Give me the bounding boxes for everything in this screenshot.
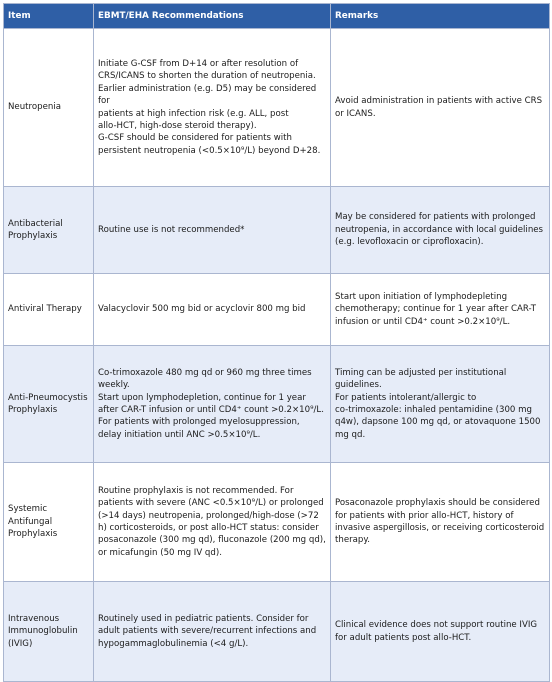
- row-antibacterial-prophylaxis: [4, 187, 550, 274]
- rec-line: or micafungin (50 mg IV qd).: [98, 547, 222, 558]
- remark-line: Avoid administration in patients with active CRS: [335, 96, 543, 107]
- remark-cell: [331, 274, 550, 346]
- rec-line: Routine use is not recommended*: [98, 224, 245, 235]
- recommendations-table-container: [3, 3, 549, 682]
- row-ivig: [4, 582, 550, 682]
- rec-line: Initiate G-CSF from D+14 or after resolution of: [98, 58, 299, 69]
- remark-line: chemotherapy; continue for 1 year after CAR-T: [335, 304, 537, 315]
- header-remarks: Remarks: [331, 4, 550, 29]
- remark-line: mg qd.: [335, 429, 366, 440]
- remark-line: guidelines.: [335, 380, 382, 391]
- row-anti-pneumocystis-prophylaxis: [4, 346, 550, 463]
- row-neutropenia: [4, 29, 550, 187]
- remark-line: or ICANS.: [335, 108, 376, 119]
- rec-line: (>14 days) neutropenia, prolonged/high-dose (>72: [98, 510, 319, 521]
- remark-line: For patients intolerant/allergic to: [335, 392, 477, 403]
- rec-line: Earlier administration (e.g. D5) may be considered for: [98, 83, 317, 107]
- recommendation-cell: [94, 582, 331, 682]
- remark-line: May be considered for patients with prolonged: [335, 212, 536, 223]
- rec-line: weekly.: [98, 380, 130, 391]
- remark-cell: [331, 463, 550, 582]
- remark-line: Start upon initiation of lymphodepleting: [335, 291, 508, 302]
- rec-line: Start upon lymphodepletion, continue for 1 year: [98, 392, 306, 403]
- item-line: Intravenous: [8, 613, 60, 624]
- item-line: Anti-Pneumocystis: [8, 392, 88, 403]
- remark-line: invasive aspergillosis, or receiving corticosteroid: [335, 523, 545, 533]
- remark-line: infusion or until CD4⁺ count >0.2×10⁹/L.: [335, 316, 511, 327]
- rec-line: posaconazole (300 mg qd), fluconazole (200 mg qd),: [98, 535, 326, 546]
- remark-cell: [331, 582, 550, 682]
- remark-line: (e.g. levofloxacin or ciprofloxacin).: [335, 237, 484, 248]
- rec-line: patients with severe (ANC <0.5×10⁹/L) or prolonged: [98, 498, 324, 509]
- item-line: Neutropenia: [8, 102, 61, 113]
- rec-line: For patients with prolonged myelosuppression,: [98, 417, 300, 428]
- item-cell: [4, 463, 94, 582]
- remark-line: co-trimoxazole: inhaled pentamidine (300 mg: [335, 405, 532, 415]
- recommendation-cell: [94, 346, 331, 463]
- header-row: [4, 4, 550, 29]
- item-cell: [4, 29, 94, 187]
- item-line: Prophylaxis: [8, 231, 58, 241]
- remark-cell: [331, 187, 550, 274]
- rec-line: persistent neutropenia (<0.5×10⁹/L) beyond D+28.: [98, 145, 321, 156]
- remark-line: for adult patients post allo-HCT.: [335, 632, 472, 643]
- rec-line: G-CSF should be considered for patients with: [98, 133, 292, 144]
- item-line: Prophylaxis: [8, 405, 58, 415]
- rec-line: delay initiation until ANC >0.5×10⁹/L.: [98, 429, 261, 440]
- item-line: Systemic Antifungal: [8, 504, 53, 527]
- rec-line: allo-HCT, high-dose steroid therapy).: [98, 120, 257, 131]
- item-line: Immunoglobulin: [8, 626, 78, 637]
- item-line: Prophylaxis: [8, 529, 58, 540]
- row-antiviral-therapy: [4, 274, 550, 346]
- remark-line: Posaconazole prophylaxis should be considered: [335, 498, 540, 509]
- remark-cell: [331, 346, 550, 463]
- item-cell: [4, 582, 94, 682]
- rec-line: patients at high infection risk (e.g. ALL, post: [98, 108, 289, 119]
- row-systemic-antifungal-prophylaxis: [4, 463, 550, 582]
- recommendation-cell: [94, 187, 331, 274]
- remark-line: therapy.: [335, 535, 370, 546]
- item-cell: [4, 187, 94, 274]
- header-recommendations: EBMT/EHA Recommendations: [94, 4, 331, 29]
- rec-line: after CAR-T infusion or until CD4⁺ count >0.2×10⁹/L.: [98, 405, 324, 415]
- rec-line: adult patients with severe/recurrent infections and: [98, 626, 317, 637]
- rec-line: Co-trimoxazole 480 mg qd or 960 mg three times: [98, 367, 312, 378]
- remark-line: neutropenia, in accordance with local guidelines: [335, 224, 544, 235]
- recommendation-cell: [94, 29, 331, 187]
- item-line: Antibacterial: [8, 218, 63, 229]
- remark-line: Timing can be adjusted per institutional: [335, 367, 507, 378]
- remark-cell: [331, 29, 550, 187]
- rec-line: Routinely used in pediatric patients. Consider for: [98, 613, 309, 624]
- rec-line: Routine prophylaxis is not recommended. For: [98, 485, 294, 496]
- rec-line: CRS/ICANS to shorten the duration of neutropenia.: [98, 71, 316, 82]
- recommendations-table: [3, 3, 550, 682]
- remark-line: q4w), dapsone 100 mg qd, or atovaquone 1500: [335, 417, 541, 428]
- remark-line: Clinical evidence does not support routine IVIG: [335, 620, 538, 631]
- recommendation-cell: [94, 463, 331, 582]
- rec-line: h) corticosteroids, or post allo-HCT status: consider: [98, 523, 319, 533]
- item-line: (IVIG): [8, 638, 33, 649]
- rec-line: Valacyclovir 500 mg bid or acyclovir 800 mg bid: [98, 304, 306, 315]
- remark-line: for patients with prior allo-HCT, history of: [335, 510, 514, 521]
- item-cell: [4, 346, 94, 463]
- item-cell: [4, 274, 94, 346]
- header-item: Item: [4, 4, 94, 29]
- rec-line: hypogammaglobulinemia (<4 g/L).: [98, 638, 249, 649]
- item-line: Antiviral Therapy: [8, 304, 82, 315]
- recommendation-cell: [94, 274, 331, 346]
